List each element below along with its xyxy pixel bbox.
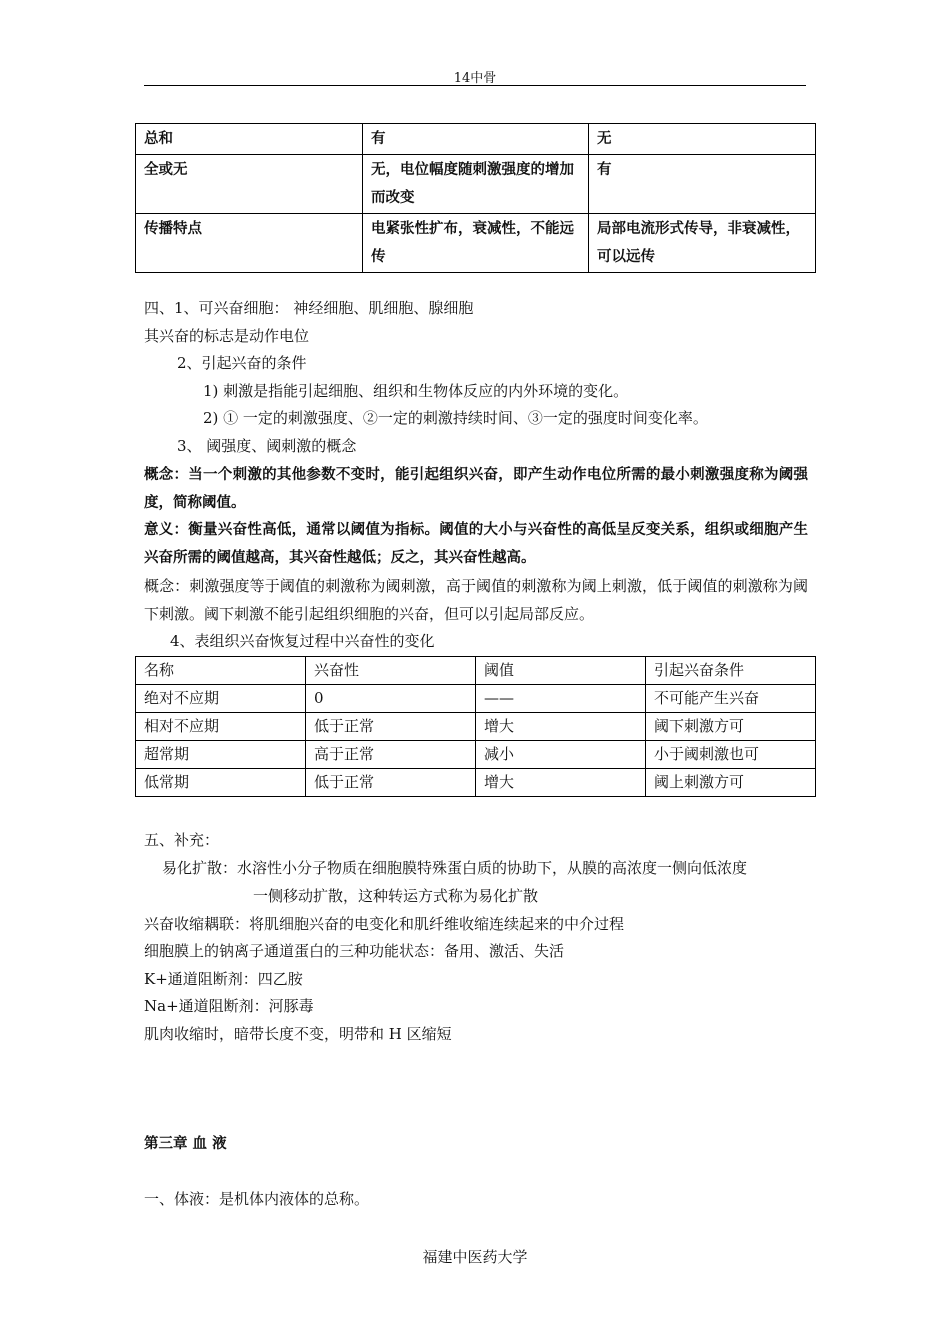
table-row [136, 155, 816, 214]
table-cell: —— [476, 685, 646, 713]
body-fluid-line: 一、体液：是机体内液体的总称。 [144, 1190, 370, 1208]
chapter-title: 第三章 血 液 [144, 1136, 227, 1152]
table-cell: 0 [306, 685, 476, 713]
stimulus-definition: 1) 刺激是指能引起细胞、组织和生物体反应的内外环境的变化。 [203, 382, 629, 400]
conditions-heading: 2、引起兴奋的条件 [177, 354, 307, 372]
table-cell: 减小 [476, 741, 646, 769]
column-header: 阈值 [476, 657, 646, 685]
column-header: 引起兴奋条件 [646, 657, 816, 685]
table-row [136, 769, 816, 797]
facilitated-diffusion-line1: 易化扩散：水溶性小分子物质在细胞膜特殊蛋白质的协助下，从膜的高浓度一侧向低浓度 [162, 859, 748, 877]
page-header: 14中骨 [453, 71, 497, 86]
threshold-stimulus-concept: 概念：刺激强度等于阈值的刺激称为阈刺激，高于阈值的刺激称为阈上刺激，低于阈值的刺激称为阈下刺激。阈下刺激不能引起组织细胞的兴奋，但可以引起局部反应。 [144, 577, 808, 623]
comparison-table [135, 123, 816, 273]
sodium-blocker-line: Na+通道阻断剂：河豚毒 [144, 997, 314, 1015]
table-header-row [136, 657, 816, 685]
header-rule [144, 85, 806, 86]
excitability-table [135, 656, 816, 797]
table-cell: 阈上刺激方可 [646, 769, 816, 797]
table-cell: 小于阈刺激也可 [646, 741, 816, 769]
table-cell: 有 [363, 124, 589, 155]
table-cell: 阈下刺激方可 [646, 713, 816, 741]
supplement-heading: 五、补充： [144, 831, 220, 849]
stimulus-factors: 2) ① 一定的刺激强度、②一定的刺激持续时间、③一定的强度时间变化率。 [203, 409, 708, 427]
muscle-contraction-line: 肌肉收缩时，暗带长度不变，明带和 H 区缩短 [144, 1025, 452, 1043]
table-cell: 无，电位幅度随刺激强度的增加而改变 [363, 155, 589, 214]
excitable-cells-line: 四、1、可兴奋细胞： 神经细胞、肌细胞、腺细胞 [144, 299, 474, 317]
facilitated-diffusion-line2: 一侧移动扩散，这种转运方式称为易化扩散 [253, 887, 539, 905]
threshold-concept: 概念：当一个刺激的其他参数不变时，能引起组织兴奋，即产生动作电位所需的最小刺激强度称为阈强度，简称阈值。 [144, 467, 808, 511]
table-cell: 高于正常 [306, 741, 476, 769]
threshold-meaning: 意义：衡量兴奋性高低，通常以阈值为指标。阈值的大小与兴奋性的高低呈反变关系，组织或细胞产生兴奋所需的阈值越高，其兴奋性越低；反之，其兴奋性越高。 [144, 522, 808, 566]
table-cell: 绝对不应期 [136, 685, 306, 713]
table-cell: 超常期 [136, 741, 306, 769]
table-cell: 传播特点 [136, 214, 363, 273]
table-cell: 有 [589, 155, 816, 214]
page-footer: 福建中医药大学 [422, 1248, 528, 1266]
table-cell: 低于正常 [306, 713, 476, 741]
column-header: 兴奋性 [306, 657, 476, 685]
potassium-blocker-line: K+通道阻断剂：四乙胺 [144, 970, 303, 988]
table-row [136, 124, 816, 155]
table-cell: 全或无 [136, 155, 363, 214]
table-cell: 局部电流形式传导，非衰减性，可以远传 [589, 214, 816, 273]
table-cell: 增大 [476, 713, 646, 741]
table-row [136, 214, 816, 273]
excitation-marker-line: 其兴奋的标志是动作电位 [144, 327, 310, 345]
sodium-channel-line: 细胞膜上的钠离子通道蛋白的三种功能状态：备用、激活、失活 [144, 942, 565, 960]
table-row [136, 713, 816, 741]
table-cell: 低于正常 [306, 769, 476, 797]
table-cell: 不可能产生兴奋 [646, 685, 816, 713]
table-row [136, 741, 816, 769]
table-cell: 总和 [136, 124, 363, 155]
table-cell: 低常期 [136, 769, 306, 797]
threshold-heading: 3、 阈强度、阈刺激的概念 [177, 437, 357, 455]
table-cell: 相对不应期 [136, 713, 306, 741]
table-row [136, 685, 816, 713]
column-header: 名称 [136, 657, 306, 685]
table-cell: 无 [589, 124, 816, 155]
table-cell: 电紧张性扩布，衰减性，不能远传 [363, 214, 589, 273]
table2-caption: 4、表组织兴奋恢复过程中兴奋性的变化 [170, 632, 435, 650]
ec-coupling-line: 兴奋收缩耦联：将肌细胞兴奋的电变化和肌纤维收缩连续起来的中介过程 [144, 915, 625, 933]
table-cell: 增大 [476, 769, 646, 797]
